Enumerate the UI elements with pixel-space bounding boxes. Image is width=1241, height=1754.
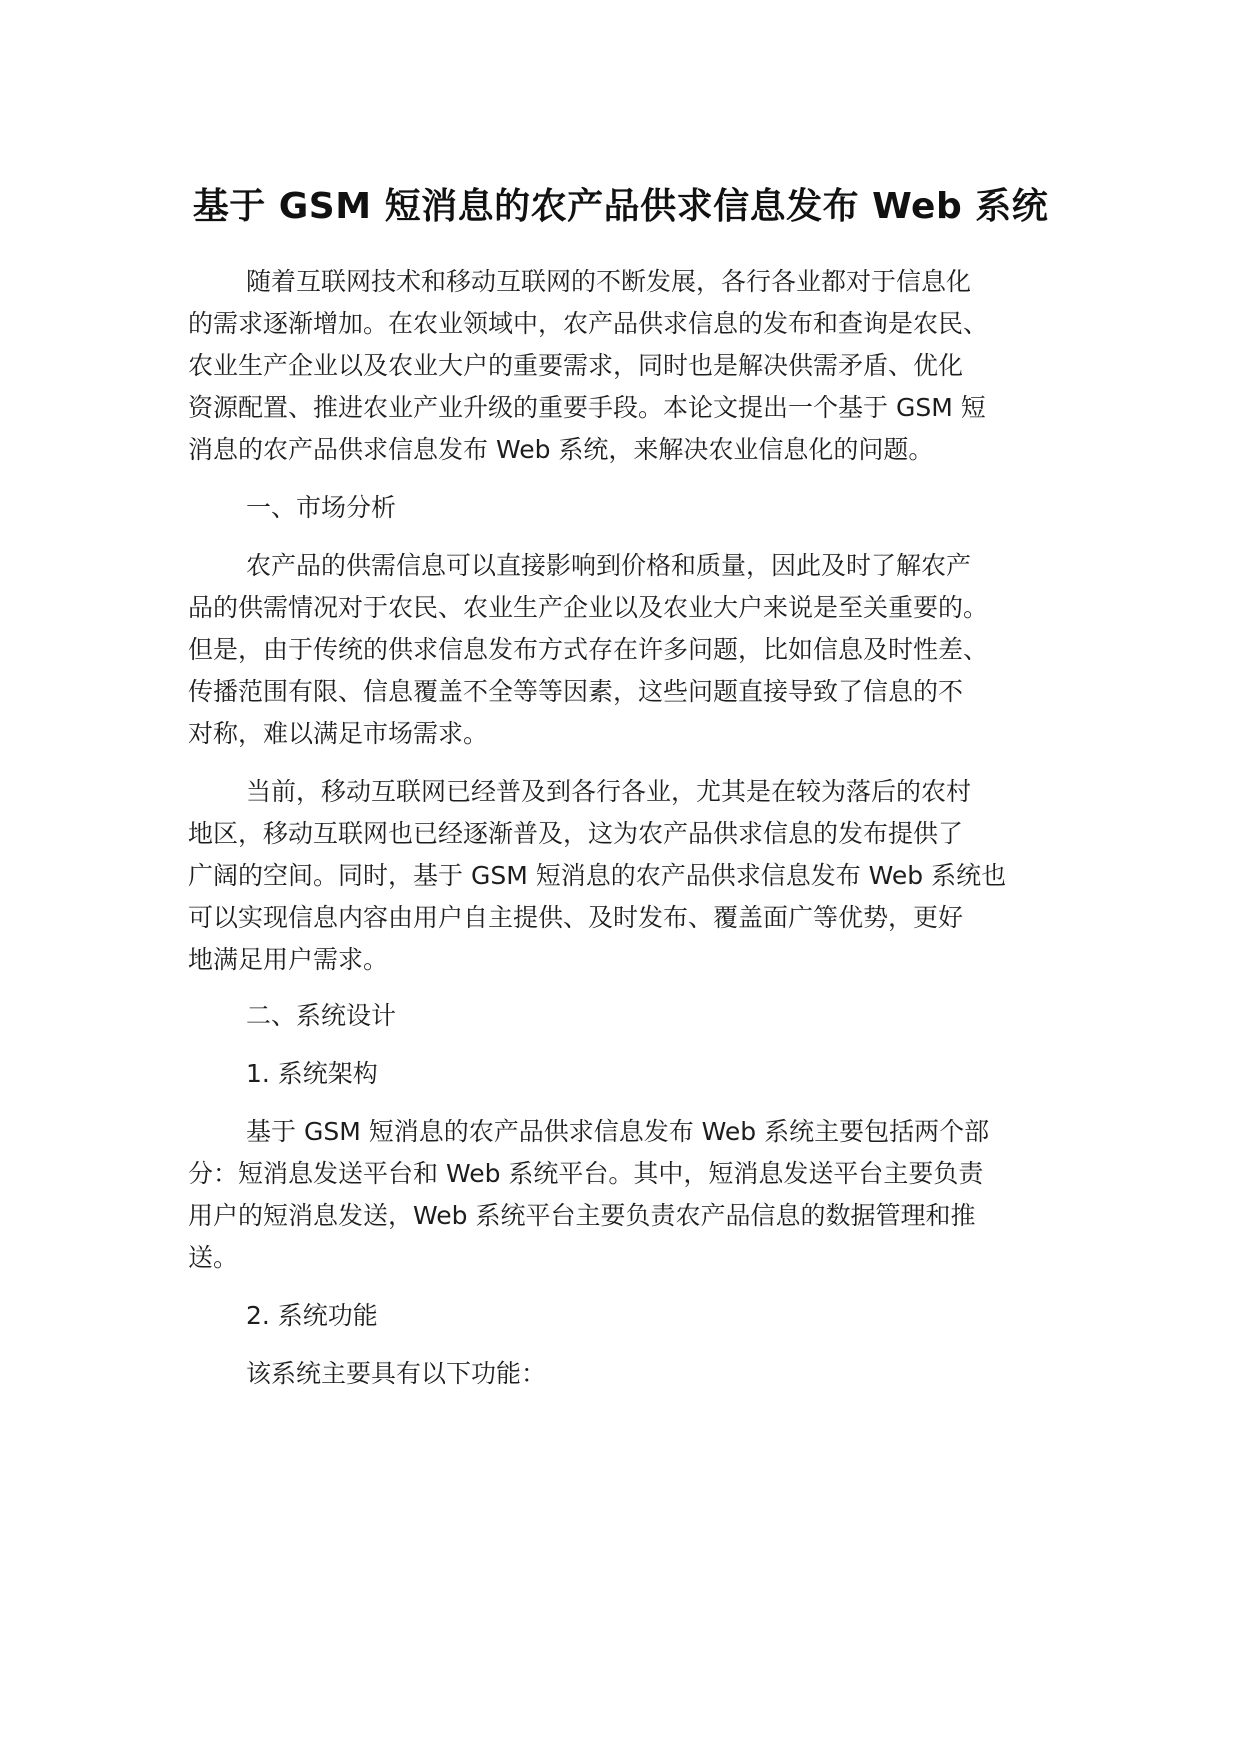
paragraph-line: 品的供需情况对于农民、农业生产企业以及农业大户来说是至关重要的。 [188,593,989,622]
paragraph-line: 送。 [188,1243,239,1272]
section-heading: 一、市场分析 [246,493,397,522]
paragraph-line: 资源配置、推进农业产业升级的重要手段。本论文提出一个基于 GSM 短 [188,393,986,422]
section-heading: 二、系统设计 [246,1001,397,1030]
paragraph-line: 地满足用户需求。 [188,945,389,974]
paragraph-line: 对称，难以满足市场需求。 [188,719,489,748]
paragraph-line: 地区，移动互联网也已经逐渐普及，这为农产品供求信息的发布提供了 [188,819,964,848]
subsection-heading: 1. 系统架构 [246,1059,378,1088]
paragraph-line: 用户的短消息发送，Web 系统平台主要负责农产品信息的数据管理和推 [188,1201,976,1230]
paragraph-line: 农产品的供需信息可以直接影响到价格和质量，因此及时了解农产 [246,551,972,580]
paragraph-line: 基于 GSM 短消息的农产品供求信息发布 Web 系统主要包括两个部 [246,1117,990,1146]
paragraph-line: 但是，由于传统的供求信息发布方式存在许多问题，比如信息及时性差、 [188,635,989,664]
paragraph-line: 可以实现信息内容由用户自主提供、及时发布、覆盖面广等优势，更好 [188,903,964,932]
paragraph-line: 当前，移动互联网已经普及到各行各业，尤其是在较为落后的农村 [246,777,972,806]
paragraph-line: 消息的农产品供求信息发布 Web 系统，来解决农业信息化的问题。 [188,435,934,464]
paragraph-line: 农业生产企业以及农业大户的重要需求，同时也是解决供需矛盾、优化 [188,351,964,380]
paragraph-line: 传播范围有限、信息覆盖不全等等因素，这些问题直接导致了信息的不 [188,677,964,706]
paragraph-line: 随着互联网技术和移动互联网的不断发展，各行各业都对于信息化 [246,267,972,296]
paragraph-line: 分：短消息发送平台和 Web 系统平台。其中，短消息发送平台主要负责 [188,1159,984,1188]
subsection-heading: 2. 系统功能 [246,1301,378,1330]
paragraph-line: 的需求逐渐增加。在农业领域中，农产品供求信息的发布和查询是农民、 [188,309,989,338]
paragraph-line: 该系统主要具有以下功能： [246,1359,547,1388]
paragraph-line: 广阔的空间。同时，基于 GSM 短消息的农产品供求信息发布 Web 系统也 [188,861,1007,890]
document-title: 基于 GSM 短消息的农产品供求信息发布 Web 系统 [192,186,1049,227]
